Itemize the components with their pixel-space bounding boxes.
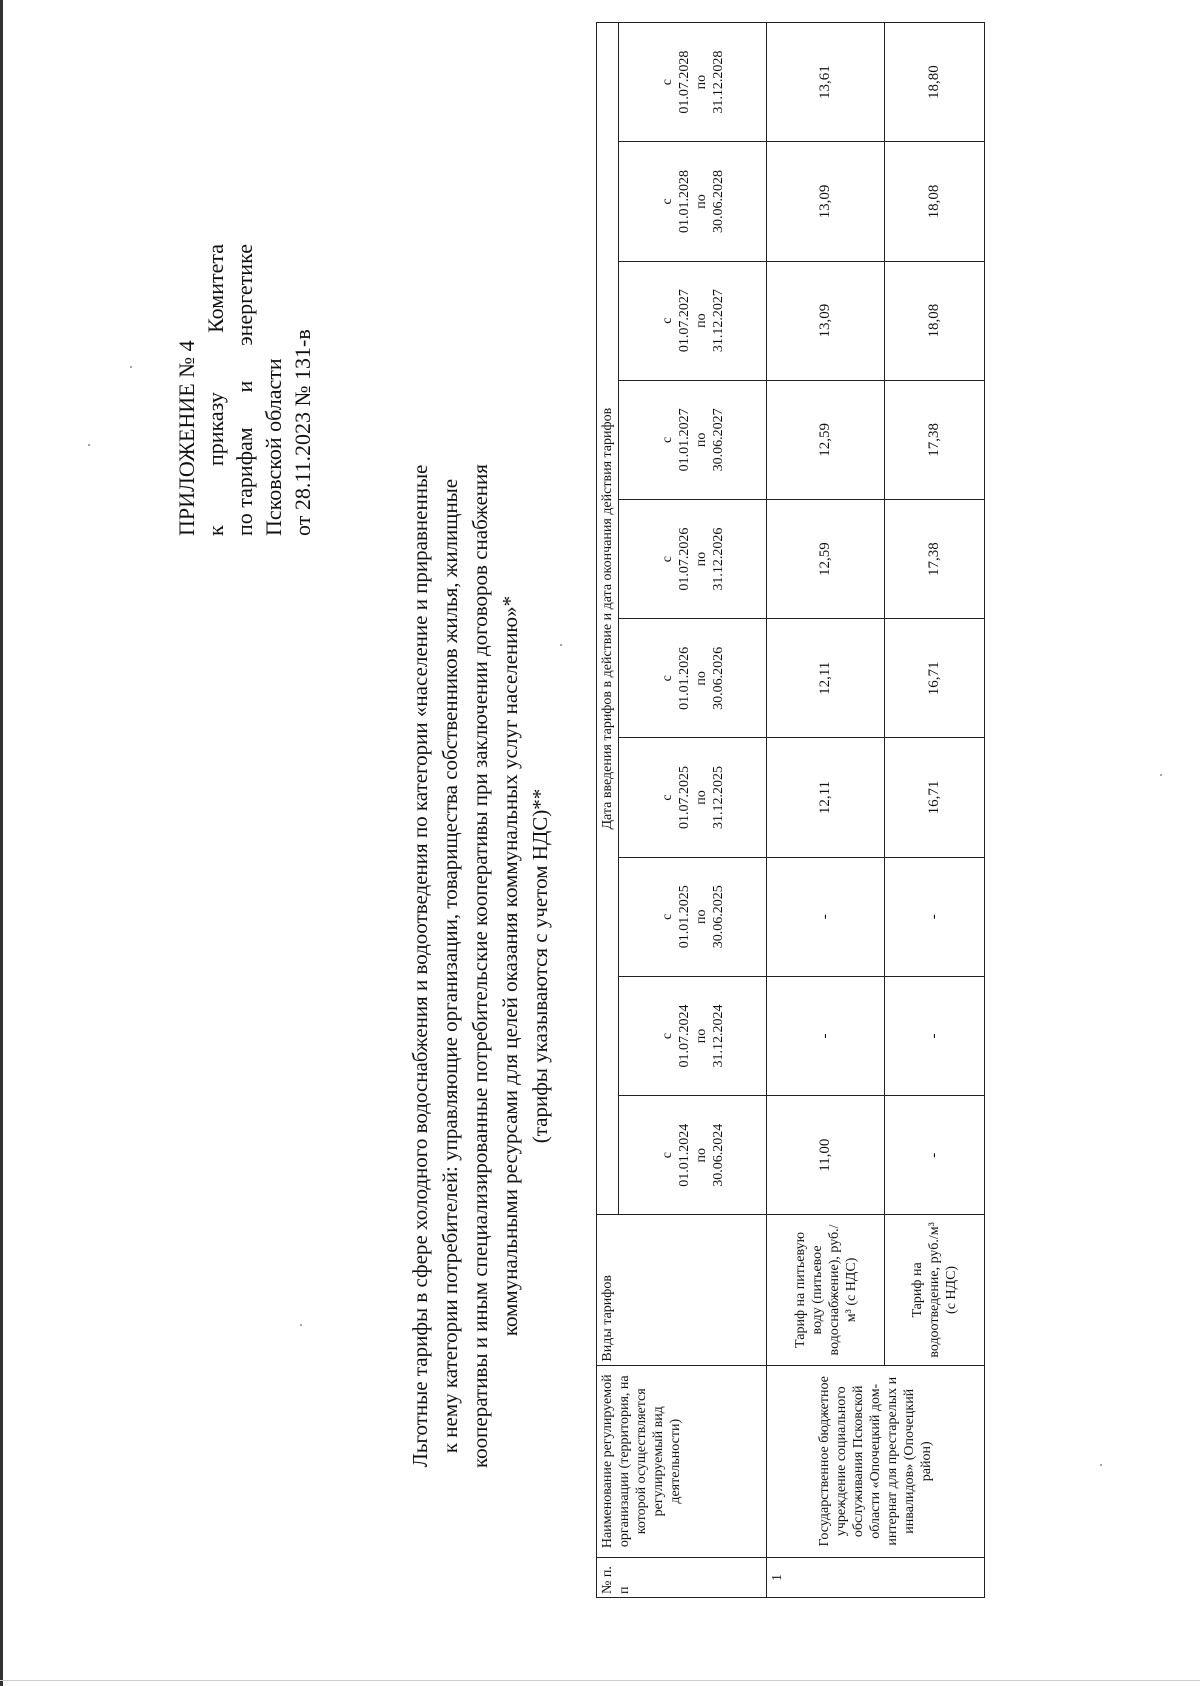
period-text: 01.01.2026 [676,646,692,710]
title-line: (тарифы указываются с учетом НДС)** [528,788,552,1144]
tariff-value: 11,00 [767,1096,885,1215]
tariff-value: 17,38 [885,380,985,499]
tariff-value: 16,71 [885,619,985,738]
tariff-value: 12,59 [767,499,885,618]
period-header [619,857,767,976]
period-text: с [659,317,675,324]
period-text: по [693,74,709,90]
title-line: к нему категории потребителей: управляющие организации, товарищества собственников жилья, жилищные [438,478,462,1454]
scan-speck [130,366,132,368]
period-text: по [693,671,709,686]
period-text: 01.07.2028 [676,50,692,114]
period-text: с [659,1032,675,1040]
appendix-word: приказу [203,392,228,467]
tariff-value: - [885,857,985,976]
period-text: по [693,432,709,448]
period-header [619,738,767,857]
tariff-value: - [767,976,885,1095]
period-text: с [659,913,675,920]
period-text: с [659,555,675,563]
tariff-value: 12,11 [767,738,885,857]
period-header [619,261,767,380]
period-text: 01.07.2027 [676,289,692,353]
tariff-value: - [885,976,985,1095]
tariff-value: 13,61 [767,23,885,142]
tariff-value: 12,59 [767,380,885,499]
header-number: № п. п [597,1557,767,1597]
appendix-word: по тарифам [232,427,257,536]
period-text: по [693,790,709,805]
title-line: кооперативы и иным специализированные потребительские кооперативы при заключении договоров снабжения [468,464,492,1468]
period-text: 31.12.2024 [710,1004,726,1068]
tariff-table [596,22,985,1598]
appendix-line-5: от 28.11.2023 № 131-в [290,329,315,536]
period-text: 31.12.2027 [710,289,726,353]
tariff-value: 13,09 [767,142,885,261]
appendix-word: энергетике [232,244,257,346]
document-title [405,346,555,1586]
scan-speck [300,1324,302,1326]
period-text: с [659,1152,675,1159]
period-text: по [693,551,709,567]
period-text: по [693,1147,709,1163]
scan-speck [88,444,90,446]
row-number: 1 [767,1557,985,1597]
appendix-title: ПРИЛОЖЕНИЕ № 4 [174,340,199,536]
appendix-word: Комитета [203,244,228,333]
period-text: 01.01.2025 [676,885,692,949]
period-text: 01.07.2024 [676,1004,692,1068]
header-tariff-kind: Виды тарифов [597,1215,767,1365]
tariff-value: - [767,857,885,976]
tariff-value: 17,38 [885,499,985,618]
period-text: с [659,436,675,443]
period-text: 01.07.2026 [676,527,692,591]
period-text: по [693,313,709,328]
period-text: с [659,675,675,682]
period-header [619,499,767,618]
tariff-kind: Тариф на питьевую воду (питьевое водоснабжение), руб./м³ (с НДС) [767,1215,885,1365]
period-text: 31.12.2028 [710,50,726,114]
table-row [767,23,885,1598]
period-text: 30.06.2027 [710,408,726,472]
period-text: 30.06.2028 [710,169,726,233]
scan-speck [1160,774,1162,776]
tariff-value: - [885,1096,985,1215]
scan-speck [560,644,562,646]
tariff-value: 16,71 [885,738,985,857]
appendix-word: и [232,380,257,393]
period-text: 30.06.2024 [710,1123,726,1187]
tariff-value: 18,08 [885,261,985,380]
period-text: 31.12.2025 [710,766,726,830]
period-text: 01.07.2025 [676,766,692,830]
tariff-value: 13,09 [767,261,885,380]
appendix-word: к [203,525,228,536]
period-header [619,23,767,142]
period-header [619,380,767,499]
header-organization: Наименование регулируемой организации (территория, на которой осуществляется регулируемый вид деятельности) [597,1365,767,1557]
title-line: коммунальными ресурсами для целей оказания коммунальных услуг населению»* [498,595,522,1337]
table-row [885,23,985,1598]
tariff-kind: Тариф на водоотведение, руб./м³ (с НДС) [885,1215,985,1365]
period-header [619,976,767,1095]
header-dates: Дата введения тарифов в действие и дата окончания действия тарифов [597,23,619,1215]
period-text: 01.01.2028 [676,169,692,233]
period-text: с [659,794,675,801]
period-text: по [693,909,709,924]
title-line: Льготные тарифы в сфере холодного водоснабжения и водоотведения по категории «население и приравненные [408,464,432,1468]
tariff-value: 18,08 [885,142,985,261]
period-header [619,1096,767,1215]
period-text: 01.01.2024 [676,1123,692,1187]
period-text: 01.01.2027 [676,408,692,472]
period-text: по [693,194,709,209]
tariff-value: 18,80 [885,23,985,142]
period-text: с [659,79,675,86]
period-text: 30.06.2025 [710,885,726,949]
period-text: по [693,1028,709,1044]
appendix-line-3 [230,244,259,536]
scan-speck [1100,1464,1102,1466]
period-header [619,142,767,261]
appendix-line-4: Псковской области [261,358,286,536]
period-header [619,619,767,738]
appendix-block [172,216,317,536]
organization-name: Государственное бюджетное учреждение социального обслуживания Псковской области «Опочецкий дом-интернат для престарелых и инвалидов» (Опочецкий район) [767,1365,985,1557]
tariff-value: 12,11 [767,619,885,738]
appendix-line-2 [201,244,230,536]
table-header-row [597,23,619,1598]
period-text: 31.12.2026 [710,527,726,591]
period-text: с [659,198,675,205]
period-text: 30.06.2026 [710,646,726,710]
